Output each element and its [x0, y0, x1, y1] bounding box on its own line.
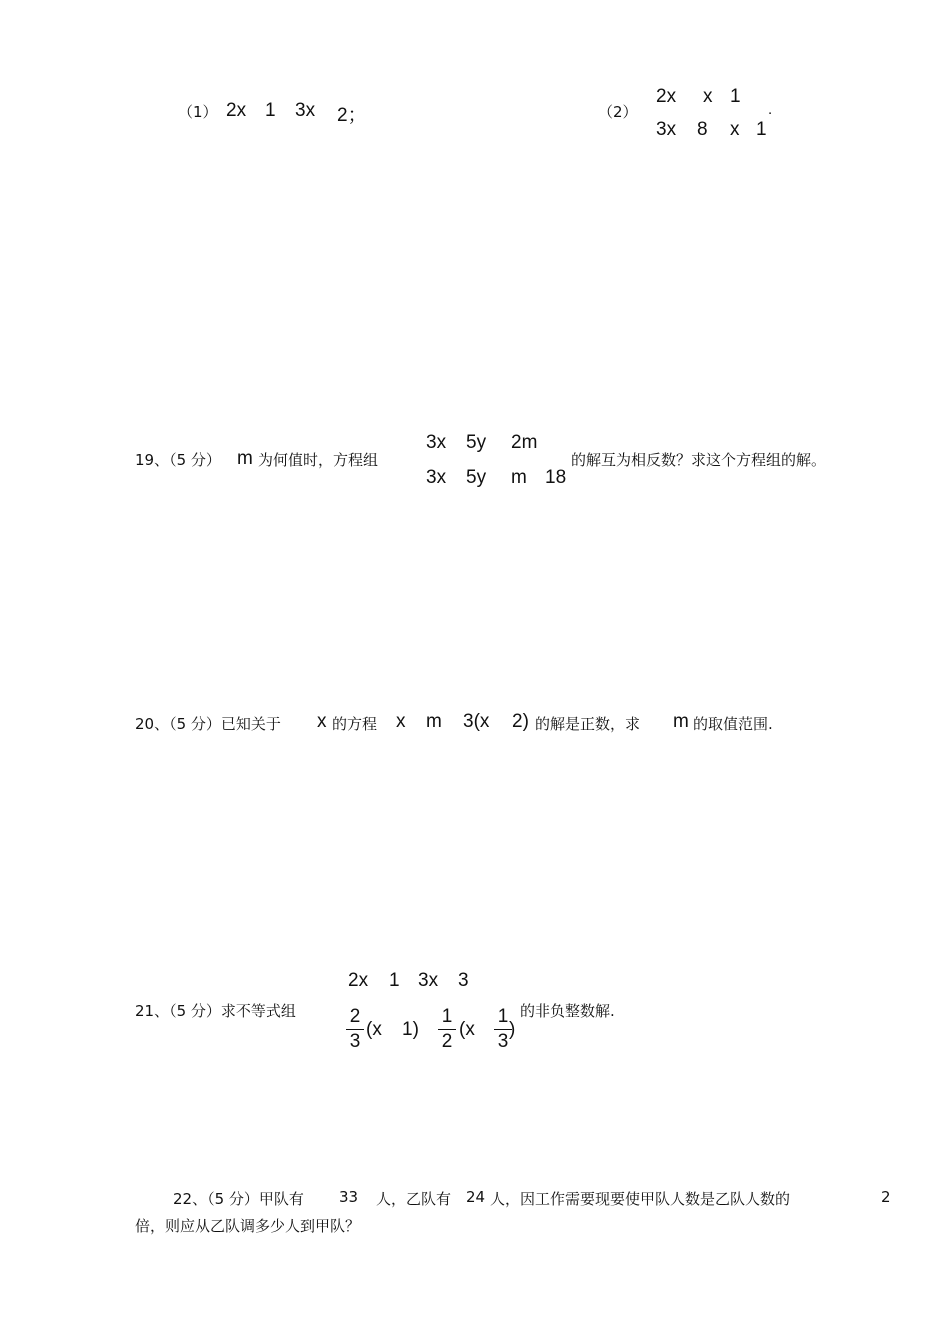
q19-term: m	[511, 467, 527, 488]
q20-term: x	[396, 711, 406, 732]
fraction-bar	[438, 1029, 456, 1030]
q21-term: (x	[366, 1019, 382, 1040]
q21-term: 3	[458, 970, 469, 991]
q18-part2-period: .	[768, 101, 773, 118]
q20-var-x: x	[317, 711, 327, 732]
q19-term: 2m	[511, 432, 538, 453]
fraction-numerator: 1	[441, 1006, 453, 1027]
q19-term: 18	[545, 467, 567, 488]
q20-text: 的方程	[332, 715, 378, 733]
fraction-denominator: 2	[441, 1031, 453, 1052]
q22-number: 24	[466, 1188, 486, 1206]
q20-term: 2)	[512, 711, 529, 732]
q21-term: (x	[459, 1019, 475, 1040]
q20-term: 3(x	[463, 711, 490, 732]
q18-part2-term: 3x	[656, 119, 677, 140]
q22-text: 22、（5 分）甲队有	[173, 1190, 304, 1208]
q18-part2-term: x	[703, 86, 713, 107]
fraction-numerator: 2	[349, 1006, 361, 1027]
q22-number: 2	[881, 1188, 891, 1206]
q21-text: 的非负整数解.	[520, 1002, 615, 1020]
q22-text: 倍，则应从乙队调多少人到甲队？	[135, 1217, 361, 1235]
q18-part1-term: 2x	[226, 100, 247, 121]
q22-text: 人，乙队有	[376, 1190, 452, 1208]
q20-term: m	[426, 711, 442, 732]
q18-part2-term: 8	[697, 119, 708, 140]
fraction-denominator: 3	[497, 1031, 509, 1052]
q22-text: 人，因工作需要现要使甲队人数是乙队人数的	[490, 1190, 791, 1208]
q18-part1-term: 3x	[295, 100, 316, 121]
q21-term: 3x	[418, 970, 439, 991]
q18-part1-term: 1	[265, 100, 276, 121]
q19-text: 的解互为相反数？求这个方程组的解。	[571, 451, 827, 469]
q18-part2-term: 1	[730, 86, 741, 107]
q19-var-m: m	[237, 448, 253, 469]
q18-part2-term: 2x	[656, 86, 677, 107]
q20-text: 的取值范围.	[693, 715, 773, 733]
fraction-numerator: 1	[497, 1006, 509, 1027]
q19-term: 3x	[426, 432, 447, 453]
q18-part1-label: （1）	[178, 103, 218, 121]
q18-part2-term: 1	[756, 119, 767, 140]
q18-part1-term: 2；	[337, 105, 367, 126]
q21-term: 2x	[348, 970, 369, 991]
q21-prefix: 21、（5 分）求不等式组	[135, 1002, 296, 1020]
q21-term: )	[509, 1019, 516, 1040]
q19-term: 5y	[466, 467, 487, 488]
q19-term: 3x	[426, 467, 447, 488]
q18-part2-term: x	[730, 119, 740, 140]
q19-text: 为何值时，方程组	[258, 451, 379, 469]
fraction-denominator: 3	[349, 1031, 361, 1052]
q21-fraction	[346, 1006, 364, 1053]
q21-term: 1)	[402, 1019, 419, 1040]
q19-prefix: 19、（5 分）	[135, 451, 221, 469]
fraction-bar	[346, 1029, 364, 1030]
q19-term: 5y	[466, 432, 487, 453]
q20-prefix: 20、（5 分）已知关于	[135, 715, 281, 733]
q22-number: 33	[339, 1188, 359, 1206]
q21-fraction	[438, 1006, 456, 1053]
q20-text: 的解是正数，求	[535, 715, 641, 733]
q18-part2-label: （2）	[598, 103, 638, 121]
q20-var-m: m	[673, 711, 689, 732]
q21-term: 1	[389, 970, 400, 991]
